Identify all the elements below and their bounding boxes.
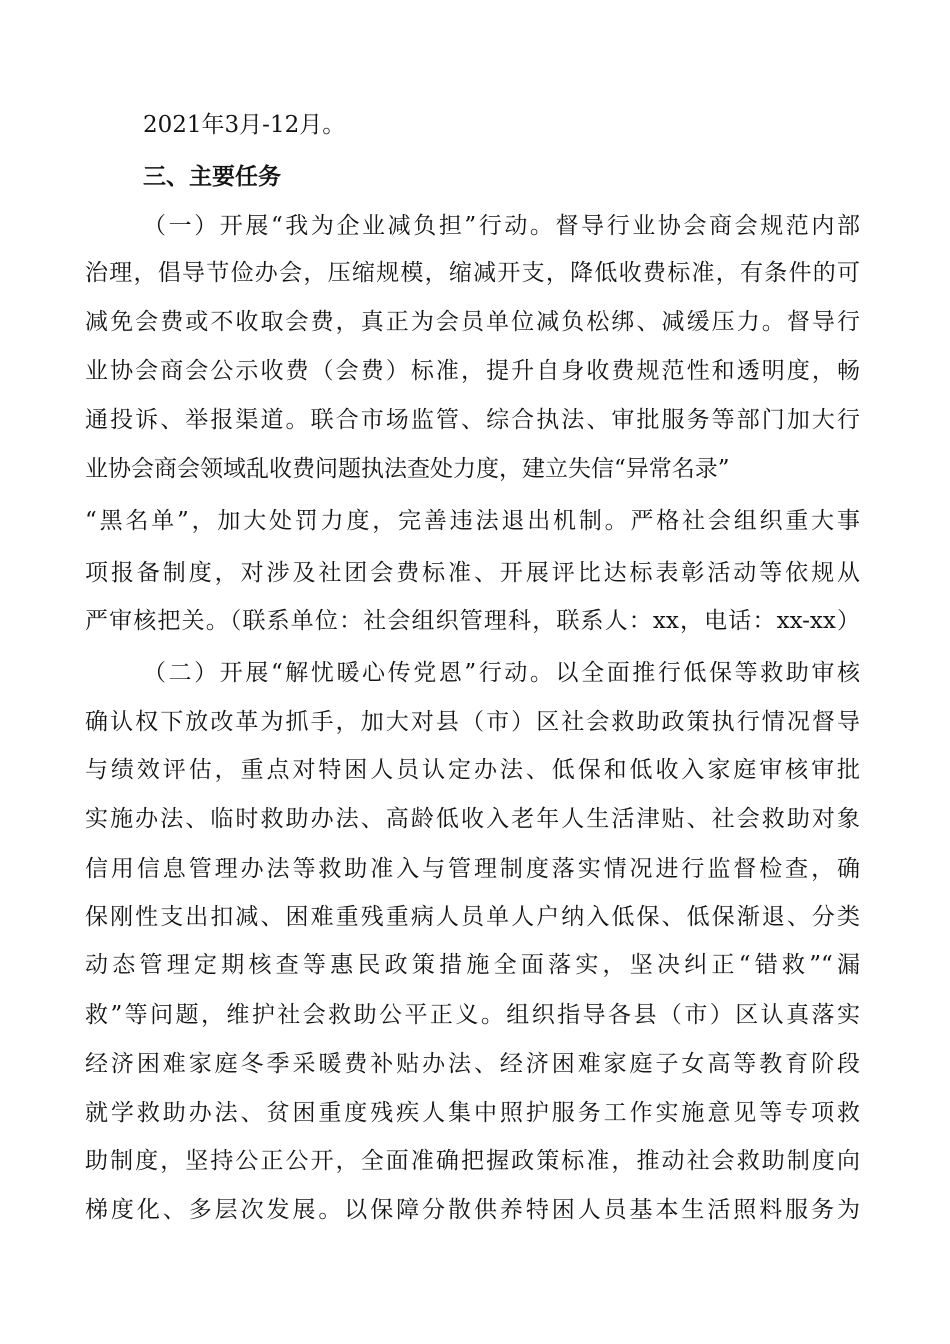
paragraph-2-line: 信用信息管理办法等救助准入与管理制度落实情况进行监督检查，确 <box>85 856 860 882</box>
paragraph-2-line: 就学救助办法、贫困重度残疾人集中照护服务工作实施意见等专项救 <box>85 1100 860 1126</box>
paragraph-2-line: 助制度，坚持公正公开，全面准确把握政策标准，推动社会救助制度向 <box>85 1148 860 1174</box>
paragraph-2-line: 梯度化、多层次发展。以保障分散供养特困人员基本生活照料服务为 <box>85 1197 860 1223</box>
paragraph-1-line: 严审核把关。（联系单位：社会组织管理科，联系人：xx，电话：xx-xx） <box>85 608 860 634</box>
paragraph-1-line: 业协会商会公示收费（会费）标准，提升自身收费规范性和透明度，畅 <box>85 358 860 384</box>
paragraph-1-line: 减免会费或不收取会费，真正为会员单位减负松绑、减缓压力。督导行 <box>85 309 860 335</box>
paragraph-2-line: 经济困难家庭冬季采暖费补贴办法、经济困难家庭子女高等教育阶段 <box>85 1051 860 1077</box>
date-line: 2021年3月-12月。 <box>143 112 346 138</box>
paragraph-2-line: 确认权下放改革为抓手，加大对县（市）区社会救助政策执行情况督导 <box>85 709 860 735</box>
section-heading: 三、主要任务 <box>143 164 281 190</box>
paragraph-2-line: 与绩效评估，重点对特困人员认定办法、低保和低收入家庭审核审批 <box>85 757 860 783</box>
paragraph-1-line: “黑名单”，加大处罚力度，完善违法退出机制。严格社会组织重大事 <box>85 508 860 534</box>
paragraph-2-line: （二）开展“解忧暖心传党恩”行动。以全面推行低保等救助审核 <box>143 660 860 686</box>
paragraph-2-line: 救”等问题，维护社会救助公平正义。组织指导各县（市）区认真落实 <box>85 1002 860 1028</box>
paragraph-1-line: 通投诉、举报渠道。联合市场监管、综合执法、审批服务等部门加大行 <box>85 407 860 433</box>
paragraph-1-line: 治理，倡导节俭办会，压缩规模，缩减开支，降低收费标准，有条件的可 <box>85 260 860 286</box>
paragraph-2-line: 动态管理定期核查等惠民政策措施全面落实，坚决纠正“错救”“漏 <box>85 952 860 978</box>
paragraph-2-line: 实施办法、临时救助办法、高龄低收入老年人生活津贴、社会救助对象 <box>85 806 860 832</box>
paragraph-1-line: （一）开展“我为企业减负担”行动。督导行业协会商会规范内部 <box>143 213 860 239</box>
paragraph-1-line: 项报备制度，对涉及社团会费标准、开展评比达标表彰活动等依规从 <box>85 560 860 586</box>
paragraph-2-line: 保刚性支出扣减、困难重残重病人员单人户纳入低保、低保渐退、分类 <box>85 904 860 930</box>
paragraph-1-line: 业协会商会领域乱收费问题执法查处力度，建立失信“异常名录” <box>85 456 730 482</box>
